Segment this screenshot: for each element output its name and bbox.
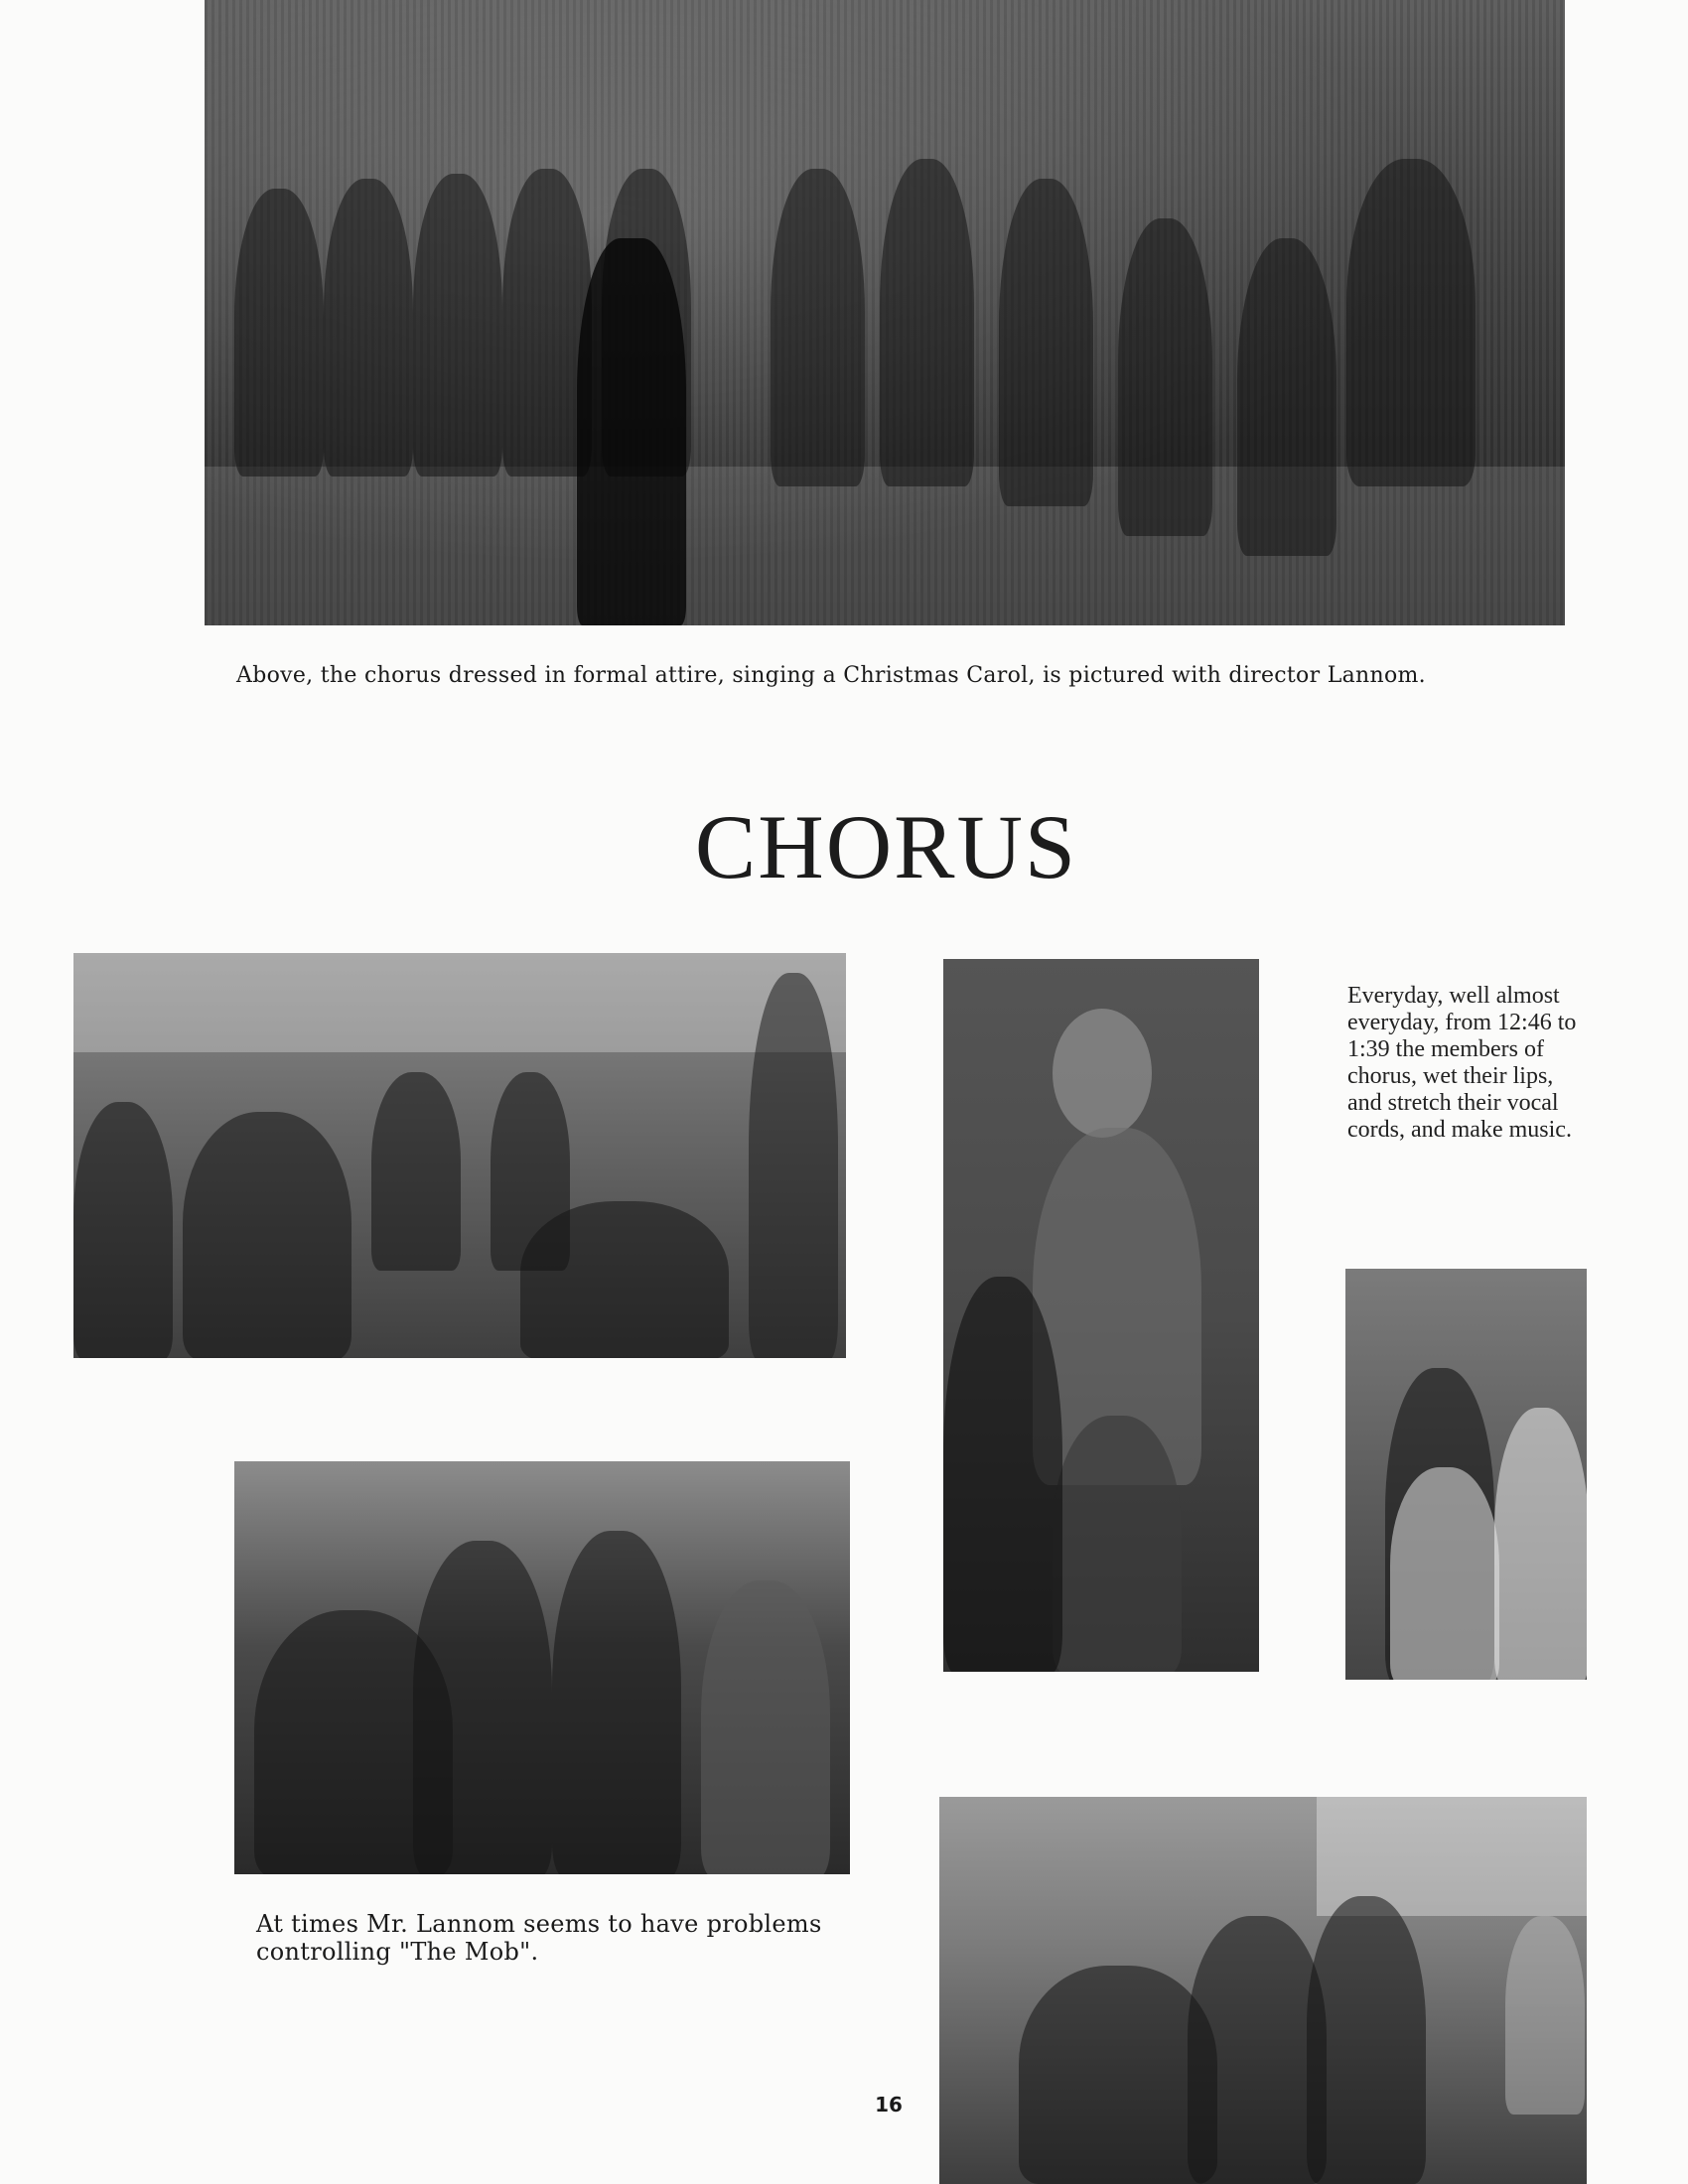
top-photo-caption: Above, the chorus dressed in formal attire, singing a Christmas Carol, is pictured with director Lannom. [236,663,1426,688]
rehearsal-room-photo [939,1797,1587,2184]
the-mob-photo [234,1461,850,1874]
everyday-caption: Everyday, well almost everyday, from 12:46 to 1:39 the members of chorus, wet their lips, and stretch their vocal cords, and make music. [1347,983,1577,1143]
chorus-formal-photo [205,0,1565,625]
director-portrait-photo [943,959,1259,1672]
classroom-photo [73,953,846,1358]
page-title: CHORUS [694,796,1078,897]
page-number: 16 [875,2093,903,2116]
two-singers-photo [1345,1269,1587,1680]
mob-caption: At times Mr. Lannom seems to have problems controlling "The Mob". [256,1910,822,1966]
